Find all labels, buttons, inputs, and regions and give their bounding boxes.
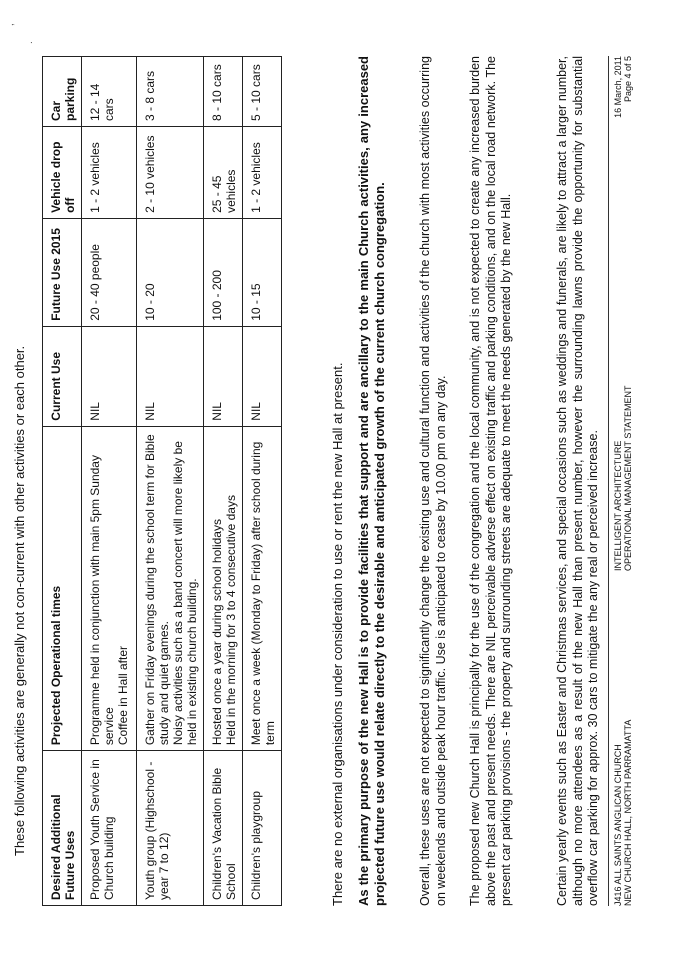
current-cell: NIL [137,326,204,426]
intro-text: These following activities are generally not con-current with other activities or each other. [12,345,27,856]
footer-project-sub: NEW CHURCH HALL, NORTH PARRAMATTA [623,719,633,906]
current-cell: NIL [82,326,137,426]
table-header-row [43,57,82,906]
header-cell: Desired Additional Future Uses [43,751,82,906]
header-cell: Car parking [43,57,82,127]
scan-mark: . [24,41,35,44]
header-cell: Future Use 2015 [43,218,82,326]
footer-page-number: Page 4 of 5 [623,56,633,103]
scan-mark: , [5,23,16,26]
paragraph-external: There are no external organisations under consideration to use or rent the new Hall at present. [330,362,345,906]
table-row [204,57,243,906]
parking-cell: 12 - 14 cars [82,57,137,127]
footer-project: J416 ALL SAINTS ANGLICAN CHURCH [613,744,623,906]
use-cell: Youth group (Highschool - year 7 to 12) [137,751,204,906]
times-cell [243,426,282,750]
future-cell: 10 - 20 [137,218,204,326]
times-line: Programme held in conjunction with main 5pm Sunday service [88,455,116,746]
table-row [137,57,204,906]
header-cell: Projected Operational times [43,426,82,750]
times-cell [204,426,243,750]
times-line: Hosted once a year during school holidays [210,519,224,746]
dropoff-cell: 2 - 10 vehicles [137,127,204,219]
footer-firm: INTELLIGENT ARCHITECTURE [613,440,623,571]
current-cell: NIL [243,326,282,426]
footer-date: 16 March, 2011 [613,56,623,118]
header-cell: Current Use [43,326,82,426]
paragraph-primary-purpose: As the primary purpose of the new Hall is to provide facilities that support and are ancillary to the main Church activities, any increased projected future use would relate directly to the desirable and anticipated growth of the current church congregation. [356,56,387,906]
dropoff-cell: 25 - 45 vehicles [204,127,243,219]
parking-cell: 8 - 10 cars [204,57,243,127]
future-cell: 10 - 15 [243,218,282,326]
future-uses-table [42,56,282,906]
future-cell: 100 - 200 [204,218,243,326]
parking-cell: 5 - 10 cars [243,57,282,127]
times-cell [82,426,137,750]
footer-rule [608,56,609,906]
table-row [82,57,137,906]
times-line: Gather on Friday evenings during the school term for Bible study and quiet games. [143,434,171,746]
times-line: Coffee in Hall after [116,646,130,746]
header-cell: Vehicle drop off [43,127,82,219]
paragraph-overall: Overall, these uses are not expected to significantly change the existing use and cultural function and activities of the church with most activities occurring on weekends and outside peak hour traffic. Use is anticipated to cease by 10.00 pm on any day. [418,56,448,906]
paragraph-proposed-hall: The proposed new Church Hall is principally for the use of the congregation and the local community, and is not expected to create any increased burden above the past and present needs. There are NIL perceivable adverse effect on existing traffic and parking conditions, and on the local road network. The present car parking provisions - the property and surrounding streets are adequate to meet the needs generated by the new Hall. [468,56,513,906]
future-cell: 20 - 40 people [82,218,137,326]
times-line: Meet once a week (Monday to Friday) after school during term [249,441,277,746]
times-line: Held in the morning for 3 to 4 consecutive days [224,495,238,746]
times-cell [137,426,204,750]
use-cell: Children's playgroup [243,751,282,906]
dropoff-cell: 1 - 2 vehicles [82,127,137,219]
times-line: Noisy activities such as a band concert will more likely be held in existing church building. [171,441,199,746]
current-cell: NIL [204,326,243,426]
paragraph-yearly-events: Certain yearly events such as Easter and Christmas services, and special occasions such as weddings and funerals, are likely to attract a larger number, although no more attendees as a result of the new Hall than present number, however the surrounding lawns provide the opportunity for substantial overflow car parking for approx. 30 cars to mitigate the any real or perceived increase. [555,56,600,906]
parking-cell: 3 - 8 cars [137,57,204,127]
footer-doc-title: OPERATIONAL MANAGEMENT STATEMENT [623,385,633,571]
use-cell: Proposed Youth Service in Church building [82,751,137,906]
table-row [243,57,282,906]
use-cell: Children's Vacation Bible School [204,751,243,906]
dropoff-cell: 1 - 2 vehicles [243,127,282,219]
